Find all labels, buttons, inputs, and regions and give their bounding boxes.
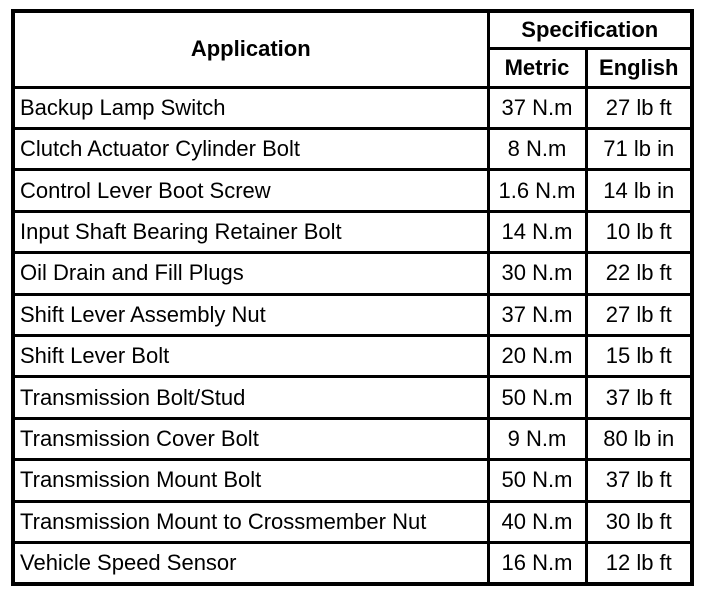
metric-value-cell: 50 N.m	[488, 377, 586, 418]
metric-value-cell: 8 N.m	[488, 128, 586, 169]
header-english: English	[586, 48, 692, 87]
application-cell: Shift Lever Assembly Nut	[13, 294, 488, 335]
english-value-cell: 12 lb ft	[586, 542, 692, 584]
header-specification: Specification	[488, 11, 692, 48]
metric-value-cell: 16 N.m	[488, 542, 586, 584]
table-row	[13, 501, 692, 542]
table-row	[13, 170, 692, 211]
english-value-cell: 37 lb ft	[586, 460, 692, 501]
table-row	[13, 377, 692, 418]
application-cell: Clutch Actuator Cylinder Bolt	[13, 128, 488, 169]
header-metric: Metric	[488, 48, 586, 87]
application-cell: Input Shaft Bearing Retainer Bolt	[13, 211, 488, 252]
table-row	[13, 128, 692, 169]
english-value-cell: 37 lb ft	[586, 377, 692, 418]
metric-value-cell: 20 N.m	[488, 335, 586, 376]
table-row	[13, 542, 692, 584]
application-cell: Transmission Bolt/Stud	[13, 377, 488, 418]
table-row	[13, 294, 692, 335]
metric-value-cell: 30 N.m	[488, 253, 586, 294]
metric-value-cell: 37 N.m	[488, 87, 586, 128]
application-cell: Backup Lamp Switch	[13, 87, 488, 128]
application-cell: Control Lever Boot Screw	[13, 170, 488, 211]
application-cell: Transmission Cover Bolt	[13, 418, 488, 459]
english-value-cell: 10 lb ft	[586, 211, 692, 252]
table-row	[13, 253, 692, 294]
metric-value-cell: 14 N.m	[488, 211, 586, 252]
english-value-cell: 71 lb in	[586, 128, 692, 169]
metric-value-cell: 1.6 N.m	[488, 170, 586, 211]
torque-specification-table	[11, 9, 694, 586]
metric-value-cell: 9 N.m	[488, 418, 586, 459]
english-value-cell: 15 lb ft	[586, 335, 692, 376]
english-value-cell: 14 lb in	[586, 170, 692, 211]
application-cell: Shift Lever Bolt	[13, 335, 488, 376]
header-row-1	[13, 11, 692, 48]
application-cell: Transmission Mount to Crossmember Nut	[13, 501, 488, 542]
table-row	[13, 460, 692, 501]
metric-value-cell: 37 N.m	[488, 294, 586, 335]
english-value-cell: 22 lb ft	[586, 253, 692, 294]
table-row	[13, 211, 692, 252]
header-application: Application	[13, 11, 488, 87]
table-row	[13, 335, 692, 376]
english-value-cell: 80 lb in	[586, 418, 692, 459]
english-value-cell: 30 lb ft	[586, 501, 692, 542]
table-body	[13, 87, 692, 584]
metric-value-cell: 40 N.m	[488, 501, 586, 542]
metric-value-cell: 50 N.m	[488, 460, 586, 501]
english-value-cell: 27 lb ft	[586, 294, 692, 335]
english-value-cell: 27 lb ft	[586, 87, 692, 128]
application-cell: Transmission Mount Bolt	[13, 460, 488, 501]
table-row	[13, 87, 692, 128]
application-cell: Oil Drain and Fill Plugs	[13, 253, 488, 294]
table-row	[13, 418, 692, 459]
application-cell: Vehicle Speed Sensor	[13, 542, 488, 584]
